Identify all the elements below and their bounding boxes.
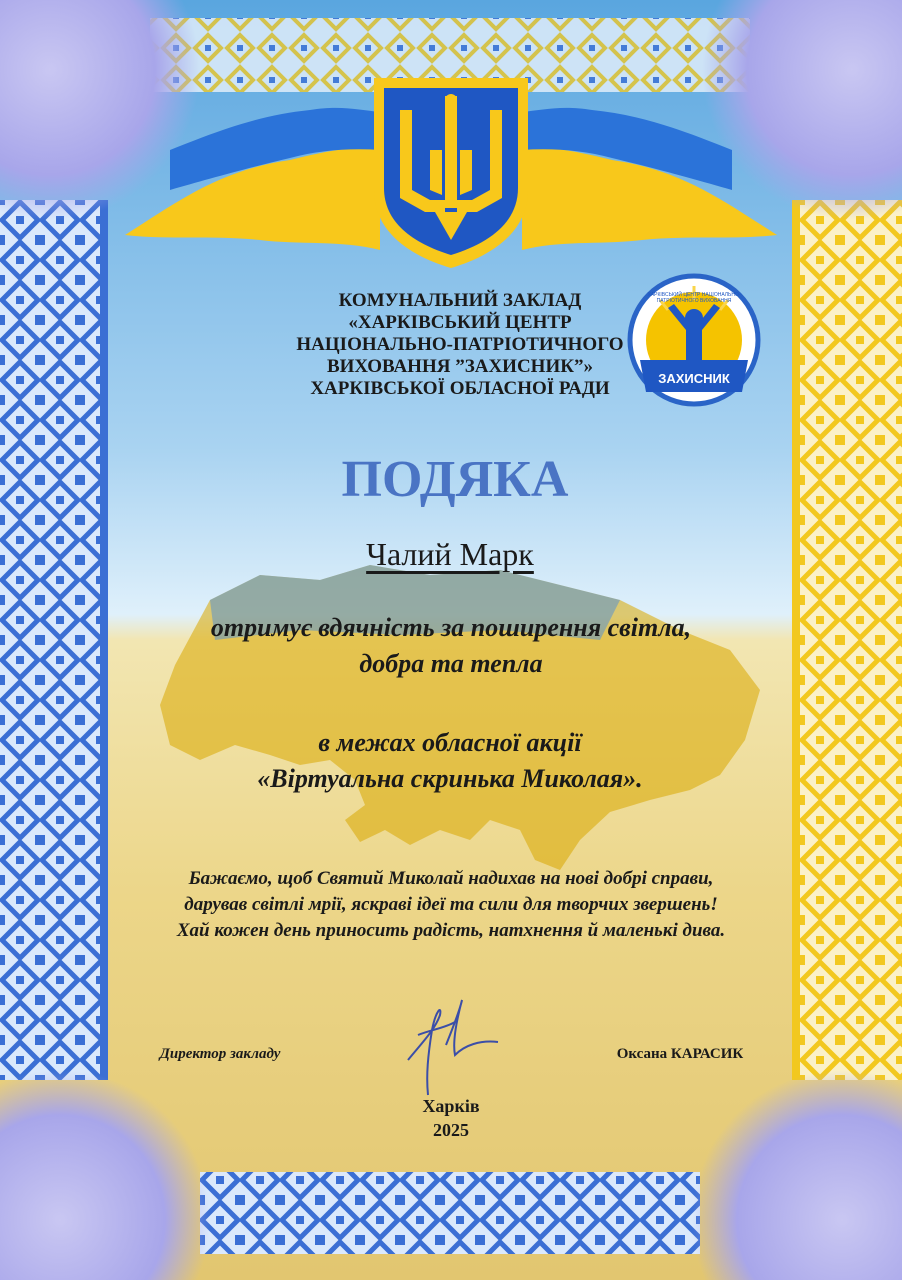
recipient-name: Чалий Марк bbox=[366, 536, 534, 572]
gratitude-line: добра та тепла bbox=[359, 649, 543, 678]
place: Харків bbox=[422, 1096, 480, 1116]
logo-name: ЗАХИСНИК bbox=[658, 371, 730, 386]
signatory-name: Оксана КАРАСИК bbox=[616, 1046, 744, 1062]
institution-line: ХАРКІВСЬКОЇ ОБЛАСНОЇ РАДИ bbox=[310, 378, 610, 399]
logo-ring-text: ХАРКІВСЬКИЙ ЦЕНТР НАЦІОНАЛЬНО-ПАТРІОТИЧНОГО ВИХОВАННЯ bbox=[647, 292, 741, 304]
gratitude-line: отримує вдячність за поширення світла, bbox=[210, 613, 692, 642]
year: 2025 bbox=[433, 1120, 469, 1140]
wishes-line: дарував світлі мрії, яскраві ідеї та сили для творчих звершень! bbox=[184, 894, 718, 915]
wishes-line: Хай кожен день приносить радість, натхнення й маленькі дива. bbox=[176, 920, 726, 941]
campaign-line: «Віртуальна скринька Миколая». bbox=[257, 764, 643, 793]
signature-position: Директор закладу bbox=[159, 1046, 281, 1062]
institution-line: ВИХОВАННЯ ”ЗАХИСНИК”» bbox=[326, 356, 594, 377]
certificate-title: ПОДЯКА bbox=[341, 451, 569, 508]
institution-line: «ХАРКІВСЬКИЙ ЦЕНТР bbox=[348, 312, 572, 333]
institution-line: НАЦІОНАЛЬНО-ПАТРІОТИЧНОГО bbox=[296, 334, 624, 355]
wishes-line: Бажаємо, щоб Святий Миколай надихав на нові добрі справи, bbox=[188, 868, 714, 889]
institution-line: КОМУНАЛЬНИЙ ЗАКЛАД bbox=[338, 290, 582, 311]
campaign-line: в межах обласної акції bbox=[318, 728, 582, 757]
